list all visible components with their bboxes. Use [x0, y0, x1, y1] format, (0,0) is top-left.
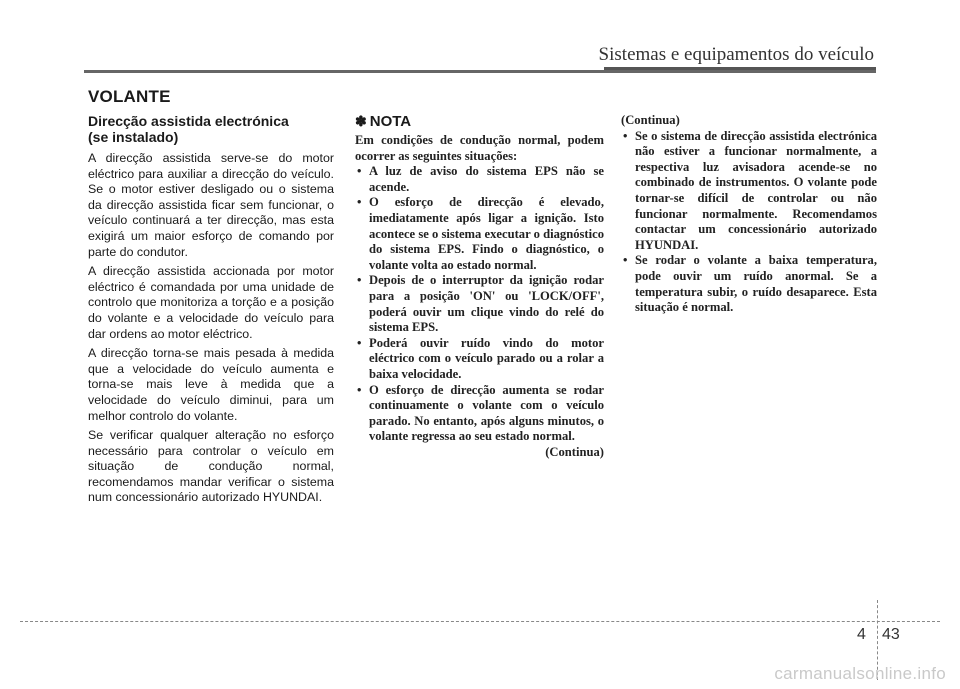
column-right [621, 113, 877, 316]
note-intro: Em condições de condução normal, podem ocorrer as seguintes situações: [355, 133, 604, 163]
note-title: NOTA [369, 113, 412, 130]
note-list [355, 164, 604, 445]
list-item: • Poderá ouvir ruído vindo do motor eléctrico com o veículo parado ou a rolar a baixa velocidade. [355, 336, 604, 383]
body-paragraph: A direcção torna-se mais pesada à medida que a velocidade do veículo aumenta e torna-se mais leve à medida que a velocidade do veículo diminui, para um melhor controlo do volante. [88, 346, 334, 423]
list-item: • Se rodar o volante a baixa temperatura, pode ouvir um ruído anormal. Se a temperatura subir, o ruído desaparece. Esta situação é normal. [621, 253, 877, 315]
note-list-continued [621, 129, 877, 316]
subsection-heading-line2: (se instalado) [88, 129, 179, 145]
section-title: VOLANTE [88, 87, 171, 106]
column-left [88, 113, 334, 510]
note-heading [355, 113, 604, 130]
list-item: • Se o sistema de direcção assistida electrónica não estiver a funcionar normalmente, a respectiva luz avisadora acende-se no combinado de instrumentos. O volante pode tornar-se difícil de controlar ou não funcionar normalmente. Recomendamos contactar um concessionário autorizado HYUNDAI. [621, 129, 877, 254]
list-item: • O esforço de direcção é elevado, imediatamente após ligar a ignição. Isto acontece se o sistema executar o diagnóstico do sistema EPS. Findo o diagnóstico, o volante volta ao estado normal. [355, 195, 604, 273]
body-paragraph: Se verificar qualquer alteração no esforço necessário para controlar o veículo em situação de condução normal, recomendamos mandar verificar o sistema num concessionário autorizado HYUNDAI. [88, 428, 334, 505]
column-middle-note [355, 113, 604, 460]
footer-rule [20, 621, 940, 622]
chapter-number: 4 [857, 626, 866, 643]
body-paragraph: A direcção assistida serve-se do motor eléctrico para auxiliar a direcção do veículo. Se o motor estiver desligado ou o sistema da direcção assistida ficar sem funcionar, o veículo continuará a ter direcção, mas esta exigirá um maior esforço de comando por parte do condutor. [88, 151, 334, 259]
note-continued-body [621, 113, 877, 316]
subsection-heading-line1: Direcção assistida electrónica [88, 113, 289, 129]
list-item: • O esforço de direcção aumenta se rodar continuamente o volante com o veículo parado. No entanto, após alguns minutos, o volante regressa ao seu estado normal. [355, 383, 604, 445]
page-header-title: Sistemas e equipamentos do veículo [598, 44, 874, 65]
list-item: • A luz de aviso do sistema EPS não se acende. [355, 164, 604, 195]
note-body [355, 133, 604, 460]
header-rule [84, 70, 876, 73]
list-item: • Depois de o interruptor da ignição rodar para a posição 'ON' ou 'LOCK/OFF', poderá ouvir um clique vindo do relé do sistema EPS. [355, 273, 604, 335]
watermark: carmanualsonline.info [774, 664, 946, 683]
page-number: 43 [882, 626, 900, 643]
continua-label: (Continua) [545, 444, 604, 459]
body-paragraph: A direcção assistida accionada por motor eléctrico é comandada por uma unidade de controlo que monitoriza a torção e a posição do volante e a velocidade do veículo para dar ordens ao motor eléctrico. [88, 264, 334, 341]
continued-label: (Continua) [621, 113, 680, 127]
subsection-heading [88, 113, 334, 145]
note-star-icon: ✽ [355, 113, 367, 129]
